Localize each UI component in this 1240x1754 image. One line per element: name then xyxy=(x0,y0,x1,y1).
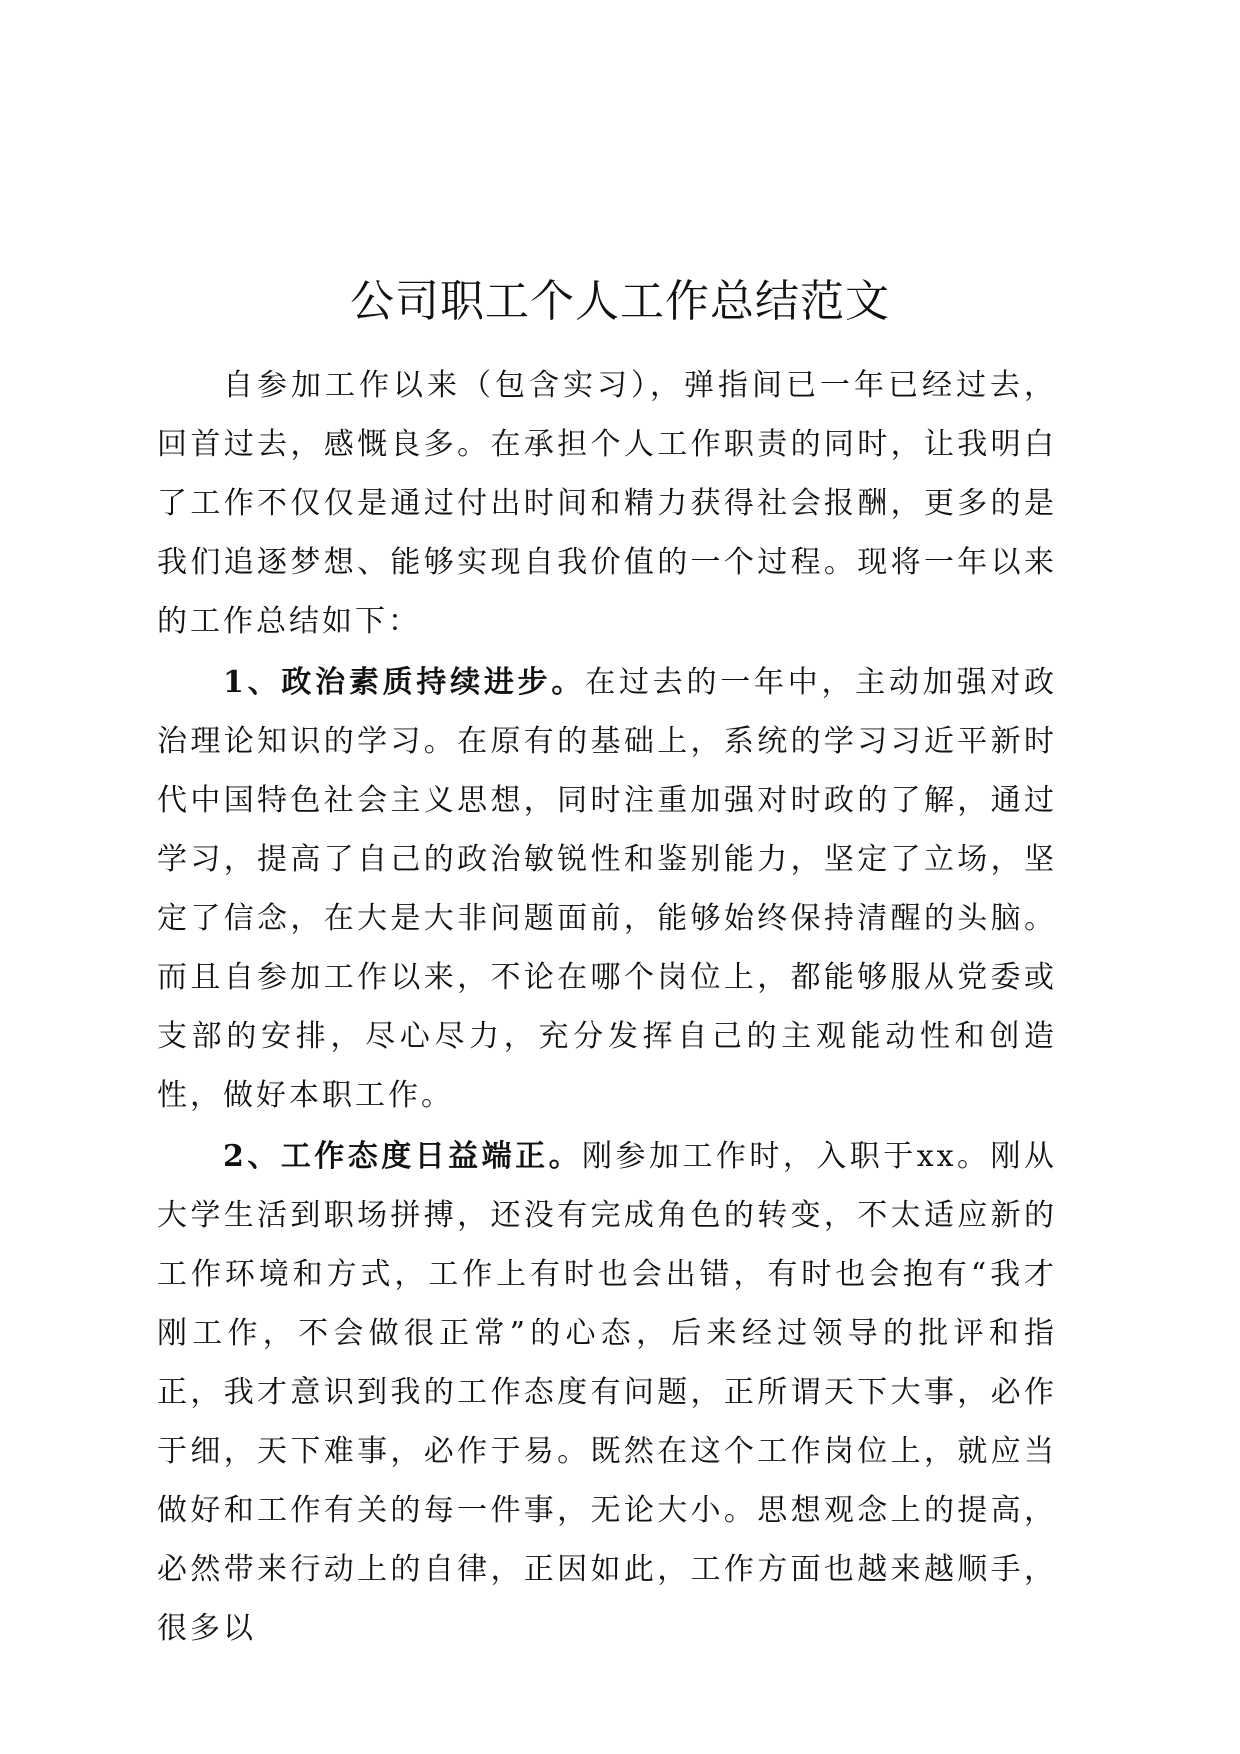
paragraph-text: 刚参加工作时，入职于xx。刚从大学生活到职场拼搏，还没有完成角色的转变，不太适应新的工作环境和方式，工作上有时也会出错，有时也会抱有“我才刚工作，不会做很正常”的心态，后来经过领导的批评和指正，我才意识到我的工作态度有问题，正所谓天下大事，必作于细，天下难事，必作于易。既然在这个工作岗位上，就应当做好和工作有关的每一件事，无论大小。思想观念上的提高，必然带来行动上的自律，正因如此，工作方面也越来越顺手，很多以 xyxy=(157,1139,1057,1646)
paragraph-text: 自参加工作以来（包含实习），弹指间已一年已经过去，回首过去，感慨良多。在承担个人工作职责的同时，让我明白了工作不仅仅是通过付出时间和精力获得社会报酬，更多的是我们追逐梦想、能够实现自我价值的一个过程。现将一年以来的工作总结如下： xyxy=(157,368,1057,639)
section-heading-2: 2、工作态度日益端正。 xyxy=(223,1139,583,1174)
document-title: 公司职工个人工作总结范文 xyxy=(350,276,890,327)
section-paragraph-1 xyxy=(157,653,1057,1125)
section-heading-1: 1、政治素质持续进步。 xyxy=(223,665,586,700)
section-paragraph-2 xyxy=(157,1127,1057,1658)
paragraph-text: 在过去的一年中，主动加强对政治理论知识的学习。在原有的基础上，系统的学习习近平新时代中国特色社会主义思想，同时注重加强对时政的了解，通过学习，提高了自己的政治敏锐性和鉴别能力，坚定了立场，坚定了信念，在大是大非问题面前，能够始终保持清醒的头脑。而且自参加工作以来，不论在哪个岗位上，都能够服从党委或支部的安排，尽心尽力，充分发挥自己的主观能动性和创造性，做好本职工作。 xyxy=(157,665,1058,1113)
intro-paragraph xyxy=(157,356,1057,651)
document-body xyxy=(157,356,1057,1658)
